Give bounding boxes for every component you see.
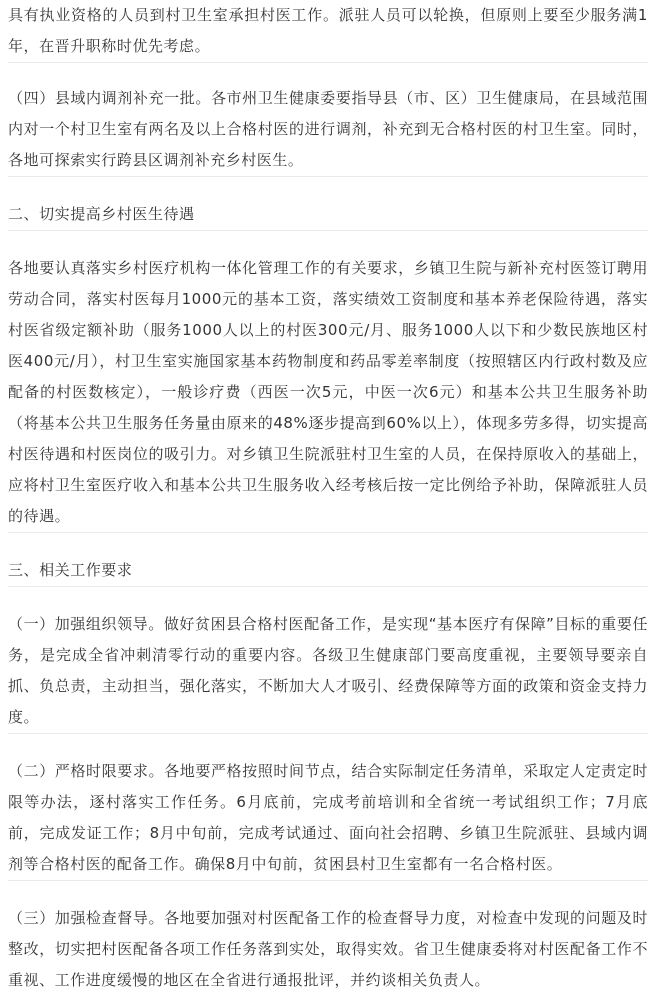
section-heading-treatment: 二、切实提高乡村医生待遇 xyxy=(8,199,648,231)
paragraph-county-adjustment: （四）县域内调剂补充一批。各市州卫生健康委要指导县（市、区）卫生健康局，在县域范围内对一个村卫生室有两名及以上合格村医的进行调剂，补充到无合格村医的村卫生室。同时，各地可探索实行跨县区调剂补充乡村医生。 xyxy=(8,83,648,177)
paragraph-leadership: （一）加强组织领导。做好贫困县合格村医配备工作，是实现“基本医疗有保障”目标的重要任务，是完成全省冲刺清零行动的重要内容。各级卫生健康部门要高度重视，主要领导要亲自抓、负总责，主动担当，强化落实，不断加大人才吸引、经费保障等方面的政策和资金支持力度。 xyxy=(8,609,648,734)
section-heading-requirements: 三、相关工作要求 xyxy=(8,555,648,587)
paragraph-inspection: （三）加强检查督导。各地要加强对村医配备工作的检查督导力度，对检查中发现的问题及时整改，切实把村医配备各项工作任务落到实处，取得实效。省卫生健康委将对村医配备工作不重视、工作进度缓慢的地区在全省进行通报批评，并约谈相关负责人。 xyxy=(8,909,648,989)
paragraph-treatment-details: 各地要认真落实乡村医疗机构一体化管理工作的有关要求，乡镇卫生院与新补充村医签订聘用劳动合同，落实村医每月1000元的基本工资，落实绩效工资制度和基本养老保险待遇，落实村医省级定额补助（服务1000人以上的村医300元/月、服务1000人以下和少数民族地区村医400元/月），村卫生室实施国家基本药物制度和药品零差率制度（按照辖区内行政村数及应配备的村医数核定），一般诊疗费（西医一次5元，中医一次6元）和基本公共卫生服务补助（将基本公共卫生服务任务量由原来的48%逐步提高到60%以上），体现多劳多得，切实提高村医待遇和村医岗位的吸引力。对乡镇卫生院派驻村卫生室的人员，在保持原收入的基础上，应将村卫生室医疗收入和基本公共卫生服务收入经考核后按一定比例给予补助，保障派驻人员的待遇。 xyxy=(8,253,648,533)
paragraph-time-limits: （二）严格时限要求。各地要严格按照时间节点，结合实际制定任务清单，采取定人定责定时限等办法，逐村落实工作任务。6月底前，完成考前培训和全省统一考试组织工作；7月底前，完成发证工作；8月中旬前，完成考试通过、面向社会招聘、乡镇卫生院派驻、县域内调剂等合格村医的配备工作。确保8月中旬前，贫困县村卫生室都有一名合格村医。 xyxy=(8,756,648,881)
paragraph-dispatch-staff: 具有执业资格的人员到村卫生室承担村医工作。派驻人员可以轮换，但原则上要至少服务满1年，在晋升职称时优先考虑。 xyxy=(8,0,648,63)
